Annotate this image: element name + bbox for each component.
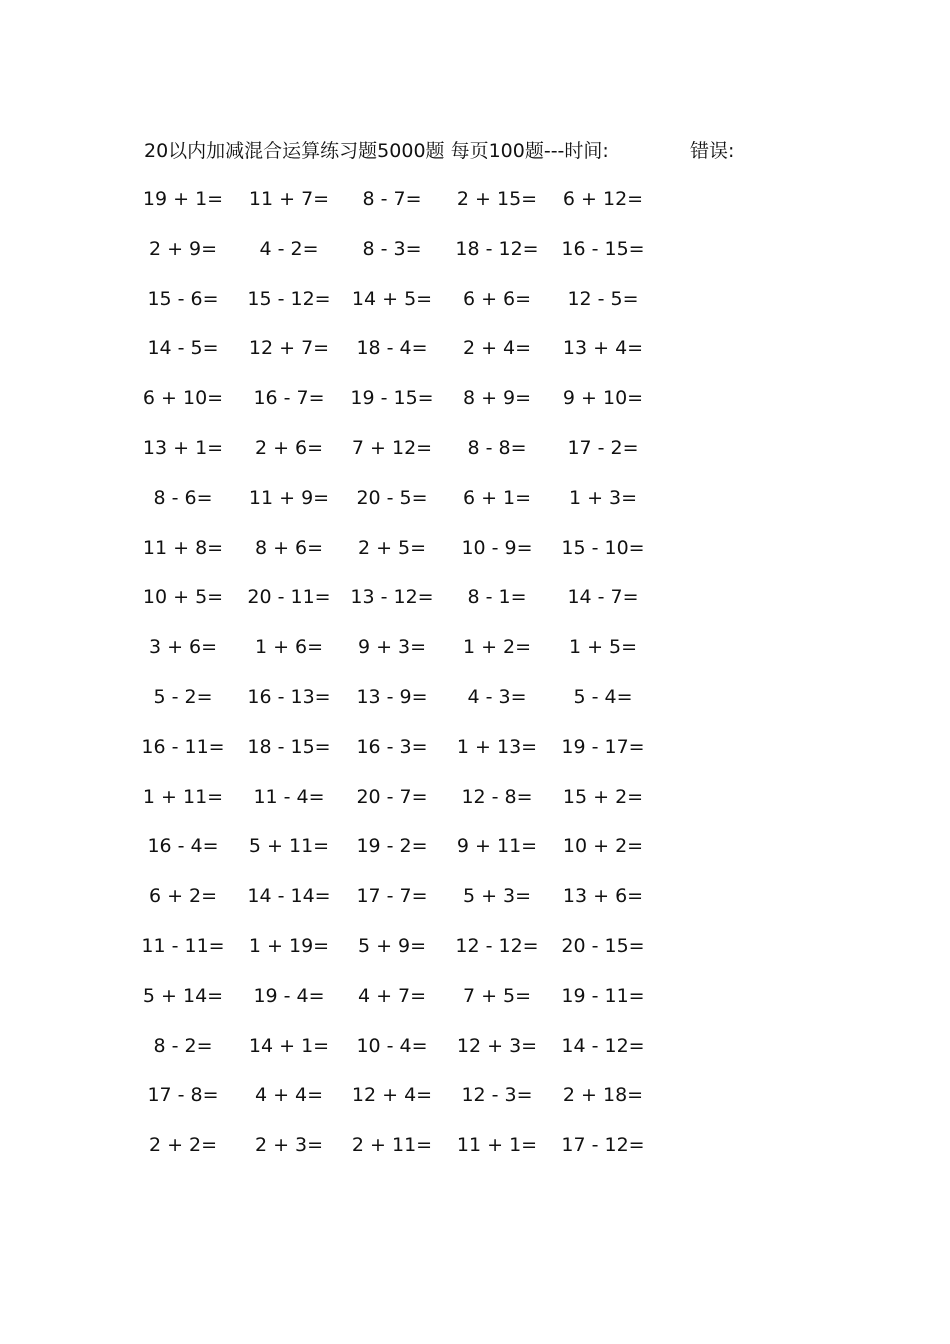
problem-row — [0, 782, 950, 812]
math-problem: 18 - 4= — [356, 337, 428, 360]
math-problem: 10 + 2= — [562, 835, 644, 858]
math-problem: 19 - 17= — [561, 735, 645, 758]
math-problem: 11 + 1= — [456, 1134, 538, 1157]
math-problem: 6 + 10= — [142, 387, 224, 410]
math-problem: 6 + 12= — [562, 188, 644, 210]
math-problem: 15 + 2= — [562, 785, 644, 808]
worksheet-header — [144, 136, 735, 166]
problem-row — [0, 732, 950, 762]
math-problem: 20 - 5= — [356, 486, 428, 509]
math-problem: 2 + 4= — [462, 337, 532, 360]
math-problem: 11 - 4= — [253, 785, 325, 808]
math-problem: 17 - 12= — [561, 1134, 645, 1157]
math-problem: 13 + 4= — [562, 337, 644, 360]
math-problem: 4 + 7= — [357, 984, 427, 1007]
math-problem: 8 - 2= — [153, 1034, 213, 1057]
math-problem: 1 + 5= — [568, 636, 638, 659]
math-problem: 2 + 15= — [456, 188, 538, 210]
math-problem: 1 + 6= — [254, 636, 324, 659]
problem-row — [0, 383, 950, 413]
math-problem: 1 + 11= — [142, 785, 224, 808]
math-problem: 19 - 4= — [253, 984, 325, 1007]
math-problem: 16 - 4= — [147, 835, 219, 858]
math-problem: 8 - 8= — [467, 437, 527, 459]
math-problem: 11 - 11= — [141, 935, 225, 957]
math-problem: 9 + 10= — [562, 387, 644, 410]
math-problem: 20 - 11= — [247, 586, 331, 609]
math-problem: 10 - 4= — [356, 1034, 428, 1057]
math-problem: 11 + 7= — [248, 188, 330, 210]
problem-row — [0, 433, 950, 463]
math-problem: 8 - 1= — [467, 586, 527, 609]
math-problem: 11 + 8= — [142, 536, 224, 559]
math-problem: 10 - 9= — [461, 536, 533, 559]
math-problem: 19 - 11= — [561, 984, 645, 1007]
math-problem: 14 - 7= — [567, 586, 639, 609]
errors-label: 错误: — [690, 140, 735, 162]
math-problem: 2 + 3= — [254, 1134, 324, 1157]
math-problem: 17 - 8= — [147, 1084, 219, 1107]
math-problem: 6 + 6= — [462, 287, 532, 310]
math-problem: 18 - 15= — [247, 735, 331, 758]
math-problem: 8 + 9= — [462, 387, 532, 410]
math-problem: 1 + 19= — [248, 935, 330, 957]
math-problem: 17 - 2= — [567, 437, 639, 459]
math-problem: 12 - 12= — [455, 935, 539, 957]
math-problem: 1 + 13= — [456, 735, 538, 758]
problem-row — [0, 234, 950, 264]
problem-row — [0, 682, 950, 712]
problem-row — [0, 881, 950, 911]
problem-row — [0, 632, 950, 662]
math-problem: 5 + 14= — [142, 984, 224, 1007]
math-problem: 13 - 9= — [356, 686, 428, 708]
math-problem: 5 + 9= — [357, 935, 427, 957]
math-problem: 13 + 6= — [562, 885, 644, 908]
math-problem: 6 + 2= — [148, 885, 218, 908]
math-problem: 4 - 3= — [467, 686, 527, 708]
math-problem: 20 - 7= — [356, 785, 428, 808]
problem-row — [0, 333, 950, 363]
math-problem: 10 + 5= — [142, 586, 224, 609]
problem-row — [0, 582, 950, 612]
math-problem: 20 - 15= — [561, 935, 645, 957]
math-problem: 19 - 2= — [356, 835, 428, 858]
math-problem: 3 + 6= — [148, 636, 218, 659]
math-problem: 8 - 6= — [153, 486, 213, 509]
math-problem: 2 + 18= — [562, 1084, 644, 1107]
math-problem: 2 + 9= — [148, 237, 218, 260]
math-problem: 13 + 1= — [142, 437, 224, 459]
math-problem: 12 + 4= — [351, 1084, 433, 1107]
math-problem: 14 - 12= — [561, 1034, 645, 1057]
math-problem: 18 - 12= — [455, 237, 539, 260]
math-problem: 5 + 3= — [462, 885, 532, 908]
math-problem: 14 - 5= — [147, 337, 219, 360]
math-problem: 8 + 6= — [254, 536, 324, 559]
math-problem: 6 + 1= — [462, 486, 532, 509]
problem-row — [0, 284, 950, 314]
math-problem: 16 - 3= — [356, 735, 428, 758]
math-problem: 16 - 7= — [253, 387, 325, 410]
math-problem: 16 - 15= — [561, 237, 645, 260]
math-problem: 4 + 4= — [254, 1084, 324, 1107]
math-problem: 14 - 14= — [247, 885, 331, 908]
math-problem: 19 - 15= — [350, 387, 434, 410]
math-problem: 13 - 12= — [350, 586, 434, 609]
problem-row — [0, 1130, 950, 1160]
math-problem: 12 - 3= — [461, 1084, 533, 1107]
math-problem: 9 + 11= — [456, 835, 538, 858]
math-problem: 16 - 11= — [141, 735, 225, 758]
math-problem: 12 + 7= — [248, 337, 330, 360]
problem-row — [0, 184, 950, 214]
math-problem: 8 - 3= — [362, 237, 422, 260]
math-problem: 15 - 12= — [247, 287, 331, 310]
math-problem: 16 - 13= — [247, 686, 331, 708]
math-problem: 5 - 2= — [153, 686, 213, 708]
math-problem: 2 + 5= — [357, 536, 427, 559]
math-problem: 8 - 7= — [362, 188, 422, 210]
math-problem: 14 + 5= — [351, 287, 433, 310]
math-problem: 12 - 8= — [461, 785, 533, 808]
math-problem: 14 + 1= — [248, 1034, 330, 1057]
math-problem: 9 + 3= — [357, 636, 427, 659]
math-problem: 19 + 1= — [142, 188, 224, 210]
math-problem: 5 - 4= — [573, 686, 633, 708]
math-problem: 12 + 3= — [456, 1034, 538, 1057]
math-problem: 1 + 3= — [568, 486, 638, 509]
math-problem: 2 + 11= — [351, 1134, 433, 1157]
problem-row — [0, 1080, 950, 1110]
problem-row — [0, 981, 950, 1011]
math-problem: 15 - 6= — [147, 287, 219, 310]
math-problem: 5 + 11= — [248, 835, 330, 858]
math-problem: 2 + 6= — [254, 437, 324, 459]
problem-row — [0, 831, 950, 861]
math-problem: 12 - 5= — [567, 287, 639, 310]
problem-row — [0, 931, 950, 961]
problem-row — [0, 1031, 950, 1061]
math-problem: 1 + 2= — [462, 636, 532, 659]
math-problem: 7 + 12= — [351, 437, 433, 459]
math-problem: 2 + 2= — [148, 1134, 218, 1157]
math-problem: 4 - 2= — [259, 237, 319, 260]
math-problem: 15 - 10= — [561, 536, 645, 559]
worksheet-title: 20以内加减混合运算练习题5000题 每页100题---时间: — [144, 140, 609, 162]
math-problem: 7 + 5= — [462, 984, 532, 1007]
math-problem: 11 + 9= — [248, 486, 330, 509]
problem-row — [0, 483, 950, 513]
math-problem: 17 - 7= — [356, 885, 428, 908]
problem-row — [0, 533, 950, 563]
